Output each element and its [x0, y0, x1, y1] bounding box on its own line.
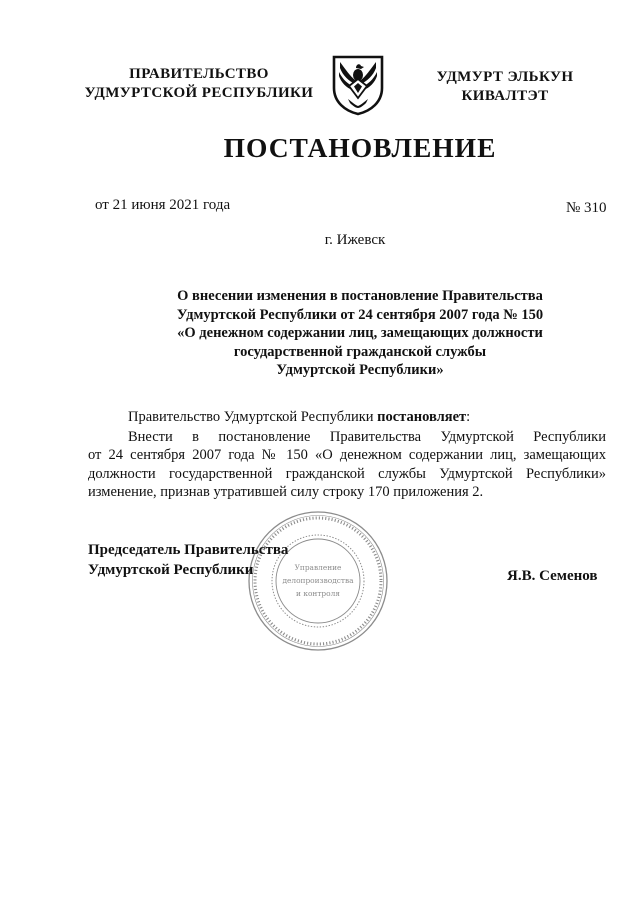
header-right-line-2: КИВАЛТЭТ: [461, 88, 549, 104]
header-left: [84, 65, 314, 103]
signatory-name: Я.В. Семенов: [507, 568, 598, 584]
subject-line: О внесении изменения в постановление Правительства: [177, 288, 543, 304]
header-right: [400, 68, 610, 106]
stamp-text-line: и контроля: [296, 589, 340, 598]
document-number: № 310: [566, 200, 607, 216]
body-line: Внести в постановление Правительства Удмуртской Республики: [128, 428, 606, 445]
document-date: от 21 июня 2021 года: [95, 197, 231, 213]
subject-line: государственной гражданской службы: [233, 343, 487, 360]
official-stamp: [247, 510, 389, 652]
body-line: изменение, признав утратившей силу строку 170 приложения 2.: [88, 484, 484, 500]
body-p1-colon: :: [466, 409, 471, 425]
body-paragraph-1: [88, 408, 606, 427]
subject-line: Удмуртской Республики от 24 сентября 2007 года № 150: [176, 306, 544, 323]
document-subject: [120, 287, 600, 380]
stamp-text-line: делопроизводства: [282, 576, 354, 585]
header-left-line-1: ПРАВИТЕЛЬСТВО: [129, 66, 269, 82]
signatory-position-line-2: Удмуртской Республики: [88, 562, 254, 578]
body-paragraph-2: [88, 428, 606, 502]
body-p1-text: Правительство Удмуртской Республики: [128, 409, 378, 425]
document-body: [88, 408, 606, 502]
header-left-line-2: УДМУРТСКОЙ РЕСПУБЛИКИ: [84, 85, 314, 101]
signatory-position-line-1: Председатель Правительства: [88, 542, 289, 558]
body-p1-bold: постановляет: [377, 409, 467, 425]
document-title: ПОСТАНОВЛЕНИЕ: [223, 132, 497, 163]
coat-of-arms-icon: [330, 54, 386, 116]
stamp-text-line: Управление: [294, 563, 342, 572]
document-city: г. Ижевск: [324, 232, 386, 248]
signatory-position: [88, 540, 288, 580]
subject-line: «О денежном содержании лиц, замещающих должности: [177, 325, 543, 341]
body-line: должности государственной гражданской службы Удмуртской Республики»: [88, 465, 606, 482]
subject-line: Удмуртской Республики»: [276, 362, 444, 378]
header-right-line-1: УДМУРТ ЭЛЬКУН: [436, 69, 574, 85]
body-line: от 24 сентября 2007 года № 150 «О денежном содержании лиц, замещающих: [88, 447, 606, 463]
